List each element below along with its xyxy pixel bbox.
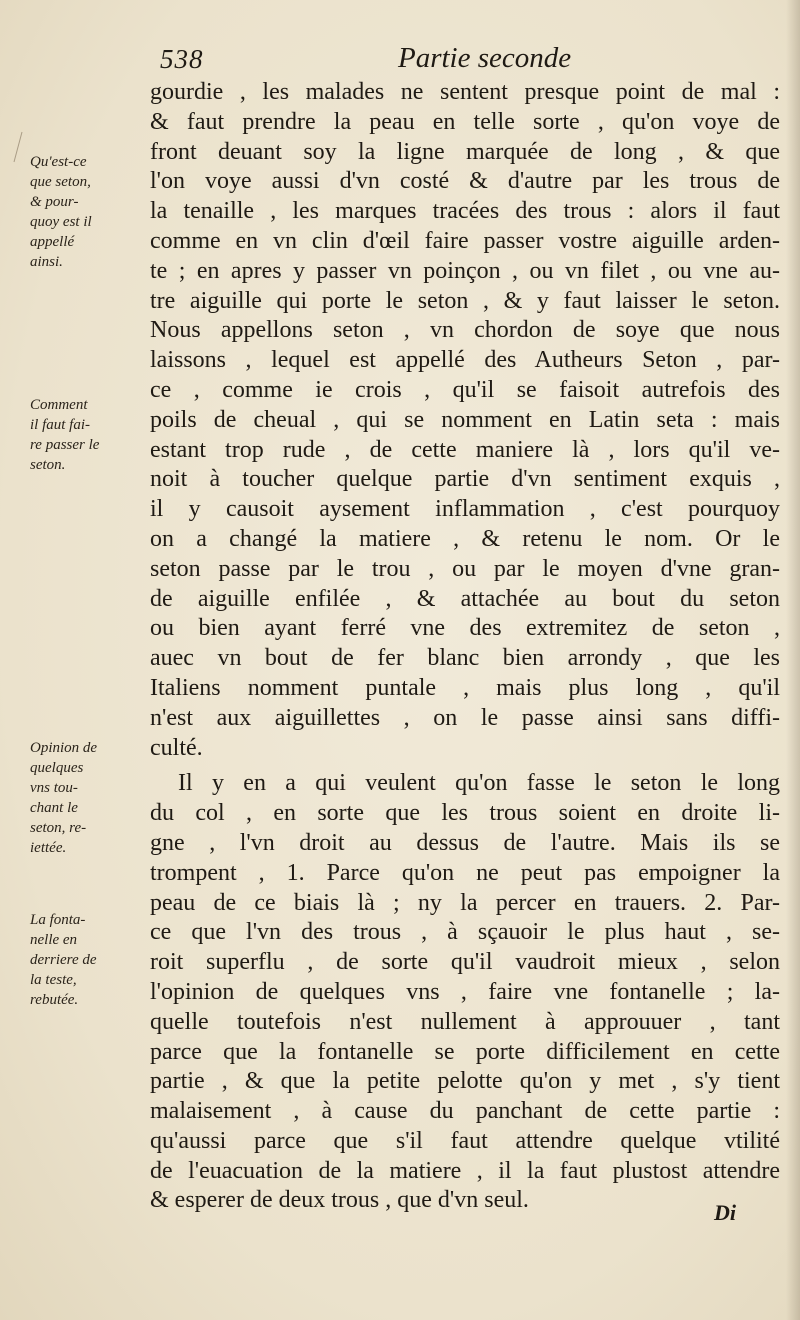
text-line: peau de ce biais là ; ny la percer en trauers. 2. Par- — [150, 889, 780, 916]
text-line: auec vn bout de fer blanc bien arrondy , que les — [150, 645, 780, 672]
text-line: laissons , lequel est appellé des Autheurs Seton , par- — [150, 347, 780, 374]
text-line: l'opinion de quelques vns , faire vne fontanelle ; la- — [150, 978, 780, 1005]
margin-note-line: & pour- — [30, 194, 79, 210]
text-line: comme en vn clin d'œil faire passer vostre aiguille arden- — [150, 227, 780, 254]
text-line: il y causoit aysement inflammation , c'est pourquoy — [150, 496, 780, 523]
text-line: la tenaille , les marques tracées des trous : alors il faut — [150, 198, 780, 225]
margin-note-line: nelle en — [30, 932, 78, 948]
text-line: malaisement , à cause du panchant de cette partie : — [150, 1098, 780, 1125]
running-title: Partie seconde — [398, 42, 572, 74]
margin-note-line: Opinion de — [30, 740, 98, 756]
text-line: te ; en apres y passer vn poinçon , ou vn filet , ou vne au- — [150, 257, 780, 284]
margin-note-passing-seton — [30, 395, 150, 475]
text-line: tre aiguille qui porte le seton , & y faut laisser le seton. — [150, 287, 780, 314]
margin-note-line: iettée. — [30, 840, 67, 856]
text-line: gourdie , les malades ne sentent presque point de mal : — [150, 79, 780, 105]
margin-note-line: Qu'est-ce — [30, 154, 87, 170]
margin-note-line: il faut fai- — [30, 417, 90, 433]
text-line: Nous appellons seton , vn chordon de soye que nous — [150, 317, 780, 344]
paragraph-2 — [150, 769, 780, 1216]
margin-note-line: la teste, — [30, 972, 77, 988]
text-line: quelle toutefois n'est nullement à approuuer , tant — [150, 1008, 780, 1035]
text-line: ce , comme ie crois , qu'il se faisoit autrefois des — [150, 376, 780, 403]
margin-note-line: que seton, — [30, 174, 91, 190]
text-line: on a changé la matiere , & retenu le nom. Or le — [150, 525, 780, 552]
gutter-shadow — [786, 0, 800, 1320]
margin-note-line: La fonta- — [30, 912, 86, 928]
text-line: front deuant soy la ligne marquée de long , & que — [150, 138, 780, 165]
text-line: qu'aussi parce que s'il faut attendre quelque vtilité — [150, 1127, 780, 1154]
page-number: 538 — [160, 44, 204, 74]
catchword: Di — [714, 1200, 736, 1225]
margin-note-line: chant le — [30, 800, 78, 816]
text-line: & esperer de deux trous , que d'vn seul. — [150, 1187, 529, 1214]
text-line: poils de cheual , qui se nomment en Latin seta : mais — [150, 406, 780, 433]
margin-note-line: quelques — [30, 760, 84, 776]
text-line: & faut prendre la peau en telle sorte , qu'on voye de — [150, 108, 780, 135]
text-line: ou bien ayant ferré vne des extremitez de seton , — [150, 615, 780, 642]
text-line: du col , en sorte que les trous soient en droite li- — [150, 800, 780, 827]
margin-note-line: vns tou- — [30, 780, 78, 796]
text-line: de aiguille enfilée , & attachée au bout du seton — [150, 585, 780, 612]
text-line: noit à toucher quelque partie d'vn sentiment exquis , — [150, 466, 780, 493]
margin-note-line: Comment — [30, 397, 88, 413]
margin-note-line: ainsi. — [30, 254, 63, 270]
page-header — [150, 40, 780, 80]
margin-note-line: seton. — [30, 457, 66, 473]
margin-note-line: appellé — [30, 234, 75, 250]
margin-note-line: re passer le — [30, 437, 100, 453]
body-text — [150, 78, 780, 1216]
text-line: trompent , 1. Parce qu'on ne peut pas empoigner la — [150, 859, 780, 886]
text-line: Il y en a qui veulent qu'on fasse le seton le long — [178, 770, 780, 797]
margin-note-line: quoy est il — [30, 214, 92, 230]
margin-note-line: rebutée. — [30, 992, 79, 1008]
text-line: culté. — [150, 734, 203, 761]
margin-note-fontanelle — [30, 910, 150, 1010]
text-line: parce que la fontanelle se porte difficilement en cette — [150, 1038, 780, 1065]
text-line: ce que l'vn des trous , à sçauoir le plus haut , se- — [150, 919, 780, 946]
text-line: partie , & que la petite pelotte qu'on y met , s'y tient — [150, 1068, 780, 1095]
ink-mark-icon — [8, 130, 28, 164]
margin-note-rejected-opinion — [30, 738, 150, 858]
text-line: roit superflu , de sorte qu'il vaudroit mieux , selon — [150, 949, 780, 976]
paragraph-1 — [150, 78, 780, 763]
margin-note-seton-definition — [30, 152, 150, 272]
text-line: gne , l'vn droit au dessus de l'autre. Mais ils se — [150, 829, 780, 856]
text-line: de l'euacuation de la matiere , il la faut plustost attendre — [150, 1157, 780, 1184]
text-line: estant trop rude , de cette maniere là , lors qu'il ve- — [150, 436, 780, 463]
text-line: l'on voye aussi d'vn costé & d'autre par les trous de — [150, 168, 780, 195]
text-line: Italiens nomment puntale , mais plus long , qu'il — [150, 674, 780, 701]
text-line: seton passe par le trou , ou par le moyen d'vne gran- — [150, 555, 780, 582]
margin-note-line: seton, re- — [30, 820, 87, 836]
margin-note-line: derriere de — [30, 952, 97, 968]
text-line: n'est aux aiguillettes , on le passe ainsi sans diffi- — [150, 704, 780, 731]
